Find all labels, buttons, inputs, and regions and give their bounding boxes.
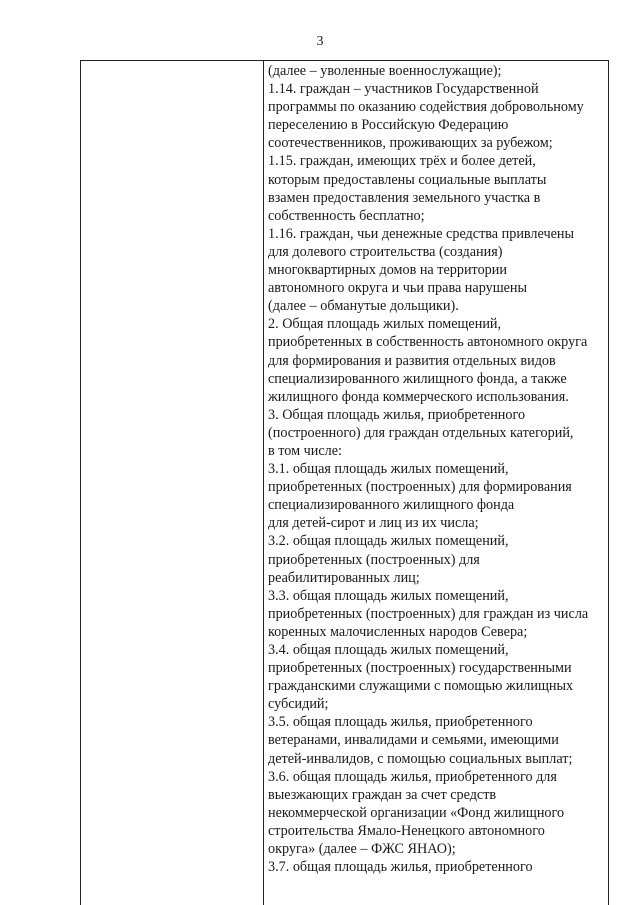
page-number: 3 bbox=[316, 34, 324, 49]
text-line: для формирования и развития отдельных видов bbox=[268, 352, 556, 369]
text-line: собственность бесплатно; bbox=[268, 207, 425, 224]
text-line: приобретенных (построенных) для bbox=[268, 551, 480, 568]
text-line: которым предоставлены социальные выплаты bbox=[268, 171, 547, 188]
text-line: соотечественников, проживающих за рубежом; bbox=[268, 135, 553, 152]
text-line: 3. Общая площадь жилья, приобретенного bbox=[268, 406, 526, 423]
text-line: (далее – обманутые дольщики). bbox=[268, 298, 459, 315]
table-cell-right bbox=[264, 61, 608, 876]
text-line: субсидий; bbox=[268, 696, 329, 713]
text-line: 3.5. общая площадь жилья, приобретенного bbox=[268, 714, 533, 731]
text-line: в том числе: bbox=[268, 442, 342, 459]
text-line: взамен предоставления земельного участка в bbox=[268, 189, 541, 206]
text-line: 3.7. общая площадь жилья, приобретенного bbox=[268, 859, 533, 876]
text-line: строительства Ямало-Ненецкого автономного bbox=[268, 822, 545, 839]
document-table bbox=[80, 60, 609, 905]
text-line: для долевого строительства (создания) bbox=[268, 243, 503, 260]
text-line: 3.6. общая площадь жилья, приобретенного для bbox=[268, 768, 557, 785]
text-line: программы по оказанию содействия добровольному bbox=[268, 99, 584, 116]
text-line: некоммерческой организации «Фонд жилищного bbox=[268, 804, 565, 821]
text-line: приобретенных (построенных) для граждан из числа bbox=[268, 605, 589, 622]
text-line: коренных малочисленных народов Севера; bbox=[268, 623, 528, 640]
text-line: многоквартирных домов на территории bbox=[268, 262, 507, 279]
text-line: специализированного жилищного фонда bbox=[268, 497, 515, 514]
text-line: 2. Общая площадь жилых помещений, bbox=[268, 316, 502, 333]
text-line: 1.15. граждан, имеющих трёх и более детей, bbox=[268, 153, 536, 170]
text-line: 3.1. общая площадь жилых помещений, bbox=[268, 461, 509, 478]
table-cell-left bbox=[81, 61, 263, 905]
text-line: реабилитированных лиц; bbox=[268, 569, 420, 586]
text-line: переселению в Российскую Федерацию bbox=[268, 117, 509, 134]
text-line: (построенного) для граждан отдельных категорий, bbox=[268, 424, 574, 441]
text-line: приобретенных (построенных) государственными bbox=[268, 660, 572, 677]
text-line: приобретенных (построенных) для формирования bbox=[268, 479, 572, 496]
text-line: гражданскими служащими с помощью жилищных bbox=[268, 678, 574, 695]
text-line: округа» (далее – ФЖС ЯНАО); bbox=[268, 841, 456, 858]
text-line: 1.14. граждан – участников Государственной bbox=[268, 81, 539, 98]
text-line: 3.4. общая площадь жилых помещений, bbox=[268, 642, 509, 658]
text-line: автономного округа и чьи права нарушены bbox=[268, 280, 528, 297]
text-line: 3.2. общая площадь жилых помещений, bbox=[268, 533, 509, 550]
text-line: (далее – уволенные военнослужащие); bbox=[268, 63, 502, 79]
text-line: детей-инвалидов, с помощью социальных выплат; bbox=[268, 750, 573, 767]
text-line: ветеранами, инвалидами и семьями, имеющими bbox=[268, 732, 559, 749]
text-line: жилищного фонда коммерческого использования. bbox=[268, 388, 569, 405]
text-line: выезжающих граждан за счет средств bbox=[268, 786, 497, 803]
text-line: для детей-сирот и лиц из их числа; bbox=[268, 515, 479, 532]
text-line: специализированного жилищного фонда, а также bbox=[268, 370, 567, 387]
text-line: приобретенных в собственность автономного округа bbox=[268, 334, 588, 351]
text-line: 1.16. граждан, чьи денежные средства привлечены bbox=[268, 225, 575, 242]
text-line: 3.3. общая площадь жилых помещений, bbox=[268, 587, 509, 604]
